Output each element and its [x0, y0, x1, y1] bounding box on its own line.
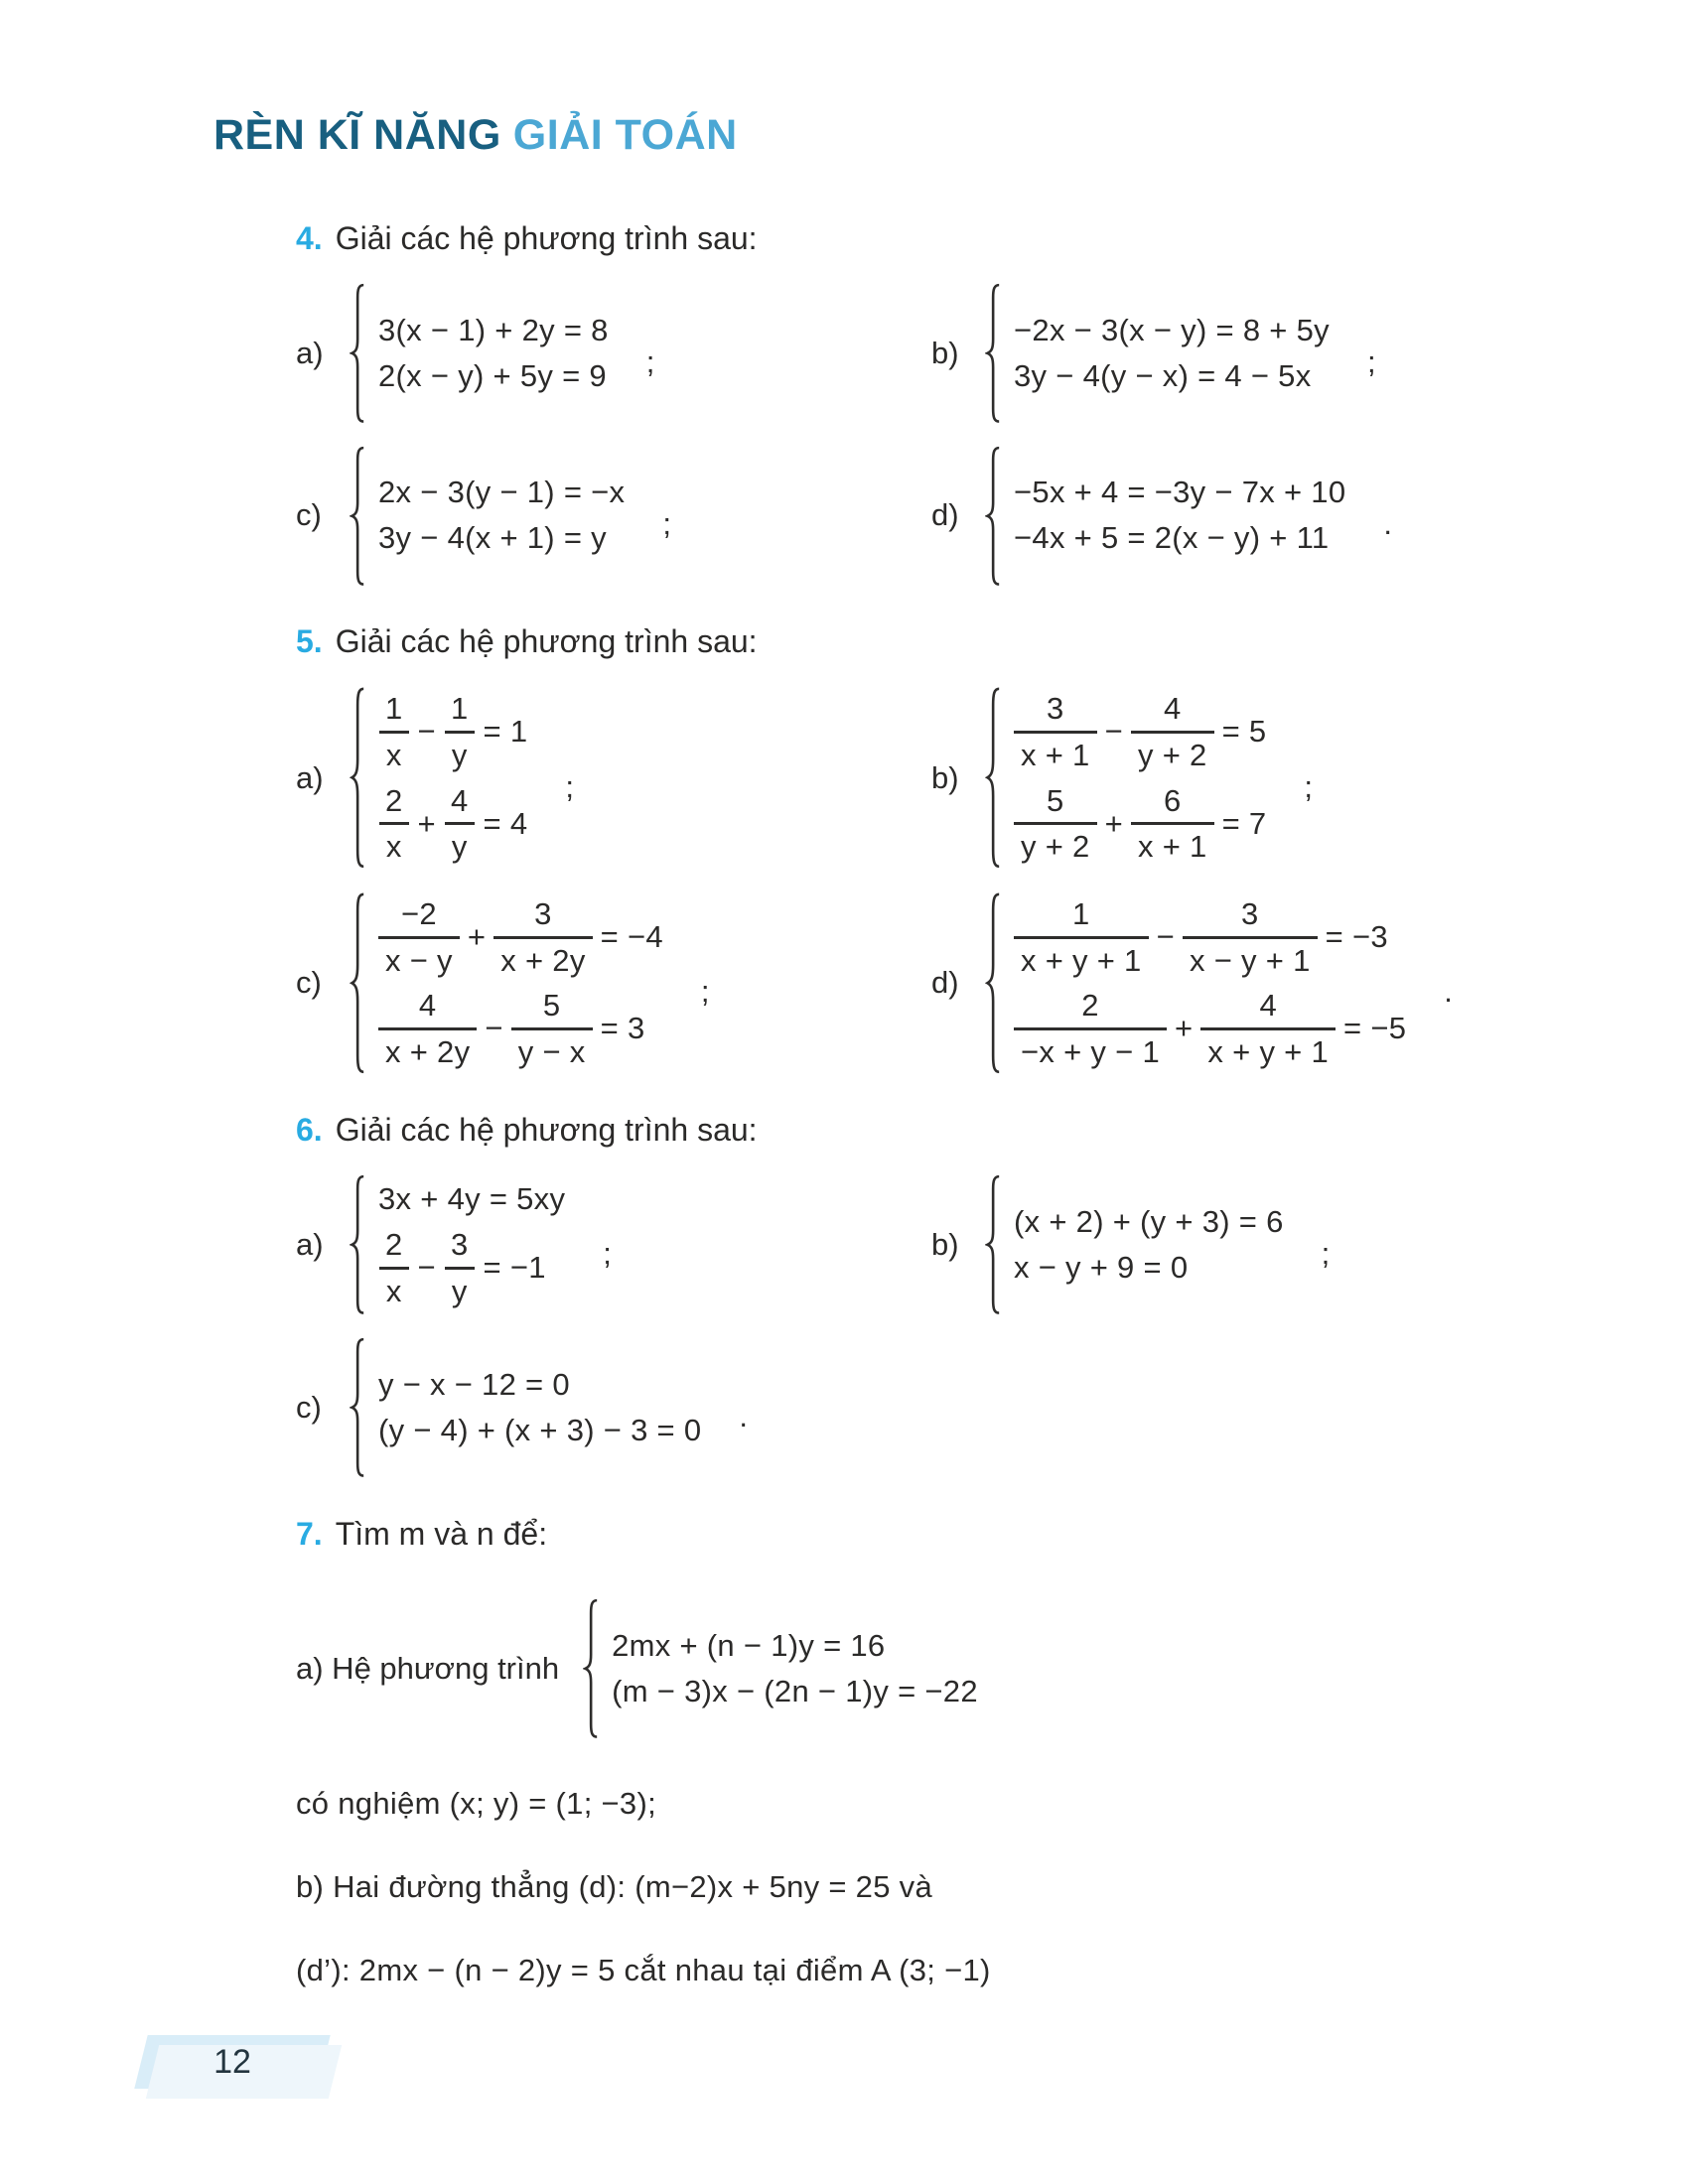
problem-title-text: Giải các hệ phương trình sau: [335, 220, 758, 256]
fraction-denominator: x + 1 [1014, 731, 1097, 773]
fraction-denominator: −x + y − 1 [1014, 1027, 1167, 1070]
system-label: d) [931, 497, 959, 533]
system-tail: ; [565, 768, 574, 804]
equation [612, 1628, 986, 1664]
math-text: = 3 [600, 1011, 645, 1046]
problem-number: 5. [296, 623, 323, 660]
system-label: d) [931, 965, 959, 1001]
fraction-numerator: 5 [1047, 782, 1064, 818]
fraction [378, 896, 460, 978]
equation [1014, 358, 1337, 394]
fraction-numerator: 2 [385, 1227, 403, 1263]
math-text: y − x − 12 = 0 [378, 1366, 570, 1402]
system-tail: ; [662, 506, 671, 542]
system-5d [931, 891, 1587, 1075]
system-label: a) [296, 1227, 324, 1263]
math-text: −2x − 3(x − y) = 8 + 5y [1014, 312, 1330, 347]
system-tail: ; [1366, 343, 1376, 379]
problem-title-text: Tìm m và n để: [335, 1515, 548, 1552]
fraction [493, 896, 592, 978]
fraction-denominator: y [445, 1267, 475, 1309]
problem-number: 4. [296, 220, 323, 256]
problem-title [296, 1516, 1587, 1553]
math-text: = −1 [483, 1250, 546, 1286]
left-brace-icon [985, 1174, 1002, 1315]
equation [1014, 1204, 1292, 1240]
equation [1014, 783, 1274, 865]
fraction [1183, 896, 1318, 978]
left-brace-icon [350, 686, 366, 870]
fraction-numerator: 3 [1047, 691, 1064, 727]
math-text: + [467, 919, 487, 955]
fraction [511, 988, 593, 1069]
fraction-denominator: y [445, 822, 475, 865]
system-label: c) [296, 965, 322, 1001]
system-label: b) [931, 1227, 959, 1263]
fraction-denominator: x + y + 1 [1200, 1027, 1336, 1070]
math-text: = 4 [483, 805, 528, 841]
math-text: − [1156, 919, 1176, 955]
fraction-numerator: 1 [450, 691, 469, 727]
math-text: = 1 [483, 714, 528, 750]
fraction [1131, 691, 1214, 772]
equation [1014, 1250, 1292, 1286]
math-text: − [1104, 714, 1123, 750]
system-label: a) [296, 335, 324, 370]
system-tail: ; [1304, 768, 1314, 804]
fraction [378, 691, 410, 772]
math-text: − [417, 714, 436, 750]
problem-5 [296, 623, 1587, 1074]
math-text: = 7 [1221, 805, 1267, 841]
fraction [1131, 783, 1214, 865]
fraction-numerator: 3 [450, 1227, 469, 1263]
header-title-light: GIẢI TOÁN [512, 111, 738, 159]
math-text: −5x + 4 = −3y − 7x + 10 [1014, 475, 1346, 510]
math-text: = −3 [1325, 919, 1388, 955]
system-5b [931, 686, 1587, 870]
problem-number: 7. [296, 1515, 323, 1552]
equations [1014, 470, 1353, 561]
fraction [444, 783, 476, 865]
math-text: x − y + 9 = 0 [1014, 1250, 1189, 1286]
equation [1014, 313, 1337, 348]
equation [378, 988, 671, 1069]
fraction-denominator: x [379, 731, 409, 773]
fraction-denominator: x + 1 [1131, 822, 1214, 865]
equations [378, 308, 617, 399]
inline-system-line [296, 1598, 1587, 1739]
equation [1014, 475, 1353, 510]
fraction [1014, 988, 1167, 1069]
left-brace-icon [985, 686, 1002, 870]
fraction [444, 691, 476, 772]
system-label: c) [296, 497, 322, 533]
equation [1014, 896, 1414, 978]
fraction-denominator: y + 2 [1131, 731, 1214, 773]
math-text: −4x + 5 = 2(x − y) + 11 [1014, 520, 1330, 556]
math-text: 3(x − 1) + 2y = 8 [378, 312, 609, 347]
math-text: + [417, 805, 436, 841]
system-label: b) [931, 759, 959, 795]
system-4a [296, 283, 931, 424]
problem-number: 6. [296, 1112, 323, 1149]
fraction-numerator: 4 [1259, 988, 1277, 1024]
fraction-numerator: 4 [450, 782, 469, 818]
system-tail: ; [603, 1236, 612, 1272]
problem-7 [296, 1516, 1587, 1989]
system-4d [931, 446, 1587, 587]
math-text: 3y − 4(y − x) = 4 − 5x [1014, 357, 1312, 393]
system-tail: ; [645, 343, 655, 379]
fraction-numerator: −2 [400, 895, 437, 931]
equation [1014, 988, 1414, 1069]
left-brace-icon [350, 1174, 366, 1315]
problem-title [296, 623, 1587, 660]
math-text: (y − 4) + (x + 3) − 3 = 0 [378, 1412, 702, 1447]
fraction-denominator: x [379, 822, 409, 865]
fraction-denominator: y + 2 [1014, 822, 1097, 865]
fraction [378, 783, 410, 865]
left-brace-icon [350, 1337, 366, 1478]
left-brace-icon [985, 446, 1002, 587]
system-tail: . [1444, 974, 1453, 1010]
system-tail: . [1383, 506, 1392, 542]
left-brace-icon [350, 446, 366, 587]
text-line: có nghiệm (x; y) = (1; −3); [296, 1786, 657, 1822]
fraction [444, 1227, 476, 1308]
math-text: = −5 [1343, 1011, 1407, 1046]
fraction-denominator: x + 2y [493, 936, 592, 979]
math-text: (m − 3)x − (2n − 1)y = −22 [612, 1673, 978, 1708]
problem-title [296, 1112, 1587, 1149]
math-text: + [1104, 805, 1123, 841]
equation [612, 1674, 986, 1709]
system-5a [296, 686, 931, 870]
fraction-numerator: 1 [1072, 895, 1090, 931]
system-4c [296, 446, 931, 587]
equations [378, 1362, 709, 1453]
equation [378, 520, 633, 556]
equation [1014, 520, 1353, 556]
system-label: c) [296, 1389, 322, 1425]
system-4b [931, 283, 1587, 424]
system-5c [296, 891, 931, 1075]
system-row [296, 891, 1587, 1075]
fraction-denominator: x + y + 1 [1014, 936, 1149, 979]
math-text: 2mx + (n − 1)y = 16 [612, 1627, 886, 1663]
line-prefix: a) Hệ phương trình [296, 1650, 560, 1686]
fraction-numerator: 4 [418, 988, 437, 1024]
math-text: = −4 [600, 919, 663, 955]
equations [1014, 1199, 1292, 1291]
page-number: 12 [213, 2043, 251, 2081]
math-text: 2(x − y) + 5y = 9 [378, 357, 607, 393]
fraction [378, 1227, 410, 1308]
math-text: 3x + 4y = 5xy [378, 1181, 566, 1217]
system-tail: ; [1321, 1236, 1331, 1272]
system-tail: . [739, 1398, 749, 1433]
fraction-denominator: x [379, 1267, 409, 1309]
system-6b [931, 1174, 1587, 1315]
fraction [378, 988, 477, 1069]
equation [1014, 691, 1274, 772]
equation [378, 691, 535, 772]
equation [378, 896, 671, 978]
problem-6 [296, 1112, 1587, 1477]
problem-4 [296, 220, 1587, 586]
system-row [296, 446, 1587, 587]
equation [378, 783, 535, 865]
math-text: − [417, 1250, 436, 1286]
math-text: 3y − 4(x + 1) = y [378, 520, 607, 556]
equation [378, 1227, 573, 1308]
equation [378, 313, 617, 348]
equation [378, 475, 633, 510]
fraction-numerator: 6 [1164, 782, 1182, 818]
math-text: − [485, 1011, 503, 1046]
equations [378, 891, 671, 1075]
fraction-denominator: y [445, 731, 475, 773]
equation [378, 1413, 709, 1448]
text-line: (d’): 2mx − (n − 2)y = 5 cắt nhau tại điểm A (3; −1) [296, 1953, 991, 1988]
equations [378, 1176, 573, 1313]
fraction-denominator: y − x [511, 1027, 593, 1070]
equation [378, 1181, 573, 1217]
fraction [1014, 691, 1097, 772]
equation [378, 1367, 709, 1403]
problems [296, 220, 1587, 2026]
fraction [1200, 988, 1336, 1069]
fraction-numerator: 4 [1164, 691, 1182, 727]
page-number-tab [134, 2035, 330, 2089]
system-6a [296, 1174, 931, 1315]
fraction-numerator: 3 [534, 895, 552, 931]
equations [1014, 686, 1274, 870]
text-line: b) Hai đường thẳng (d): (m−2)x + 5ny = 25 và [296, 1869, 933, 1905]
equation [378, 358, 617, 394]
system-tail: ; [700, 974, 710, 1010]
system-row [296, 1337, 1587, 1478]
equations [1014, 891, 1414, 1075]
system-row [296, 283, 1587, 424]
left-brace-icon [350, 283, 366, 424]
page-header [213, 111, 738, 160]
fraction-numerator: 1 [385, 691, 403, 727]
system-label: a) [296, 759, 324, 795]
fraction-denominator: x − y + 1 [1183, 936, 1318, 979]
problem-title-text: Giải các hệ phương trình sau: [335, 623, 758, 660]
fraction-numerator: 5 [542, 988, 561, 1024]
fraction-numerator: 2 [1081, 988, 1099, 1024]
fraction-denominator: x + 2y [378, 1027, 477, 1070]
problem-title-text: Giải các hệ phương trình sau: [335, 1112, 758, 1149]
fraction [1014, 896, 1149, 978]
system-row [296, 686, 1587, 870]
problem-title [296, 220, 1587, 257]
equations [612, 1623, 986, 1714]
equations [378, 470, 633, 561]
left-brace-icon [985, 283, 1002, 424]
fraction-numerator: 3 [1241, 895, 1259, 931]
system-6c [296, 1337, 931, 1478]
fraction-denominator: x − y [378, 936, 460, 979]
system-label: b) [931, 335, 959, 370]
math-text: = 5 [1221, 714, 1267, 750]
math-text: 2x − 3(y − 1) = −x [378, 475, 626, 510]
fraction-numerator: 2 [385, 782, 403, 818]
math-text: (x + 2) + (y + 3) = 6 [1014, 1204, 1284, 1240]
left-brace-icon [350, 891, 366, 1075]
left-brace-icon [583, 1598, 600, 1739]
header-title-strong: RÈN KĨ NĂNG [213, 111, 501, 159]
system-7a [583, 1598, 986, 1739]
fraction [1014, 783, 1097, 865]
equations [1014, 308, 1337, 399]
system-row [296, 1174, 1587, 1315]
left-brace-icon [985, 891, 1002, 1075]
equations [378, 686, 535, 870]
math-text: + [1175, 1011, 1194, 1046]
